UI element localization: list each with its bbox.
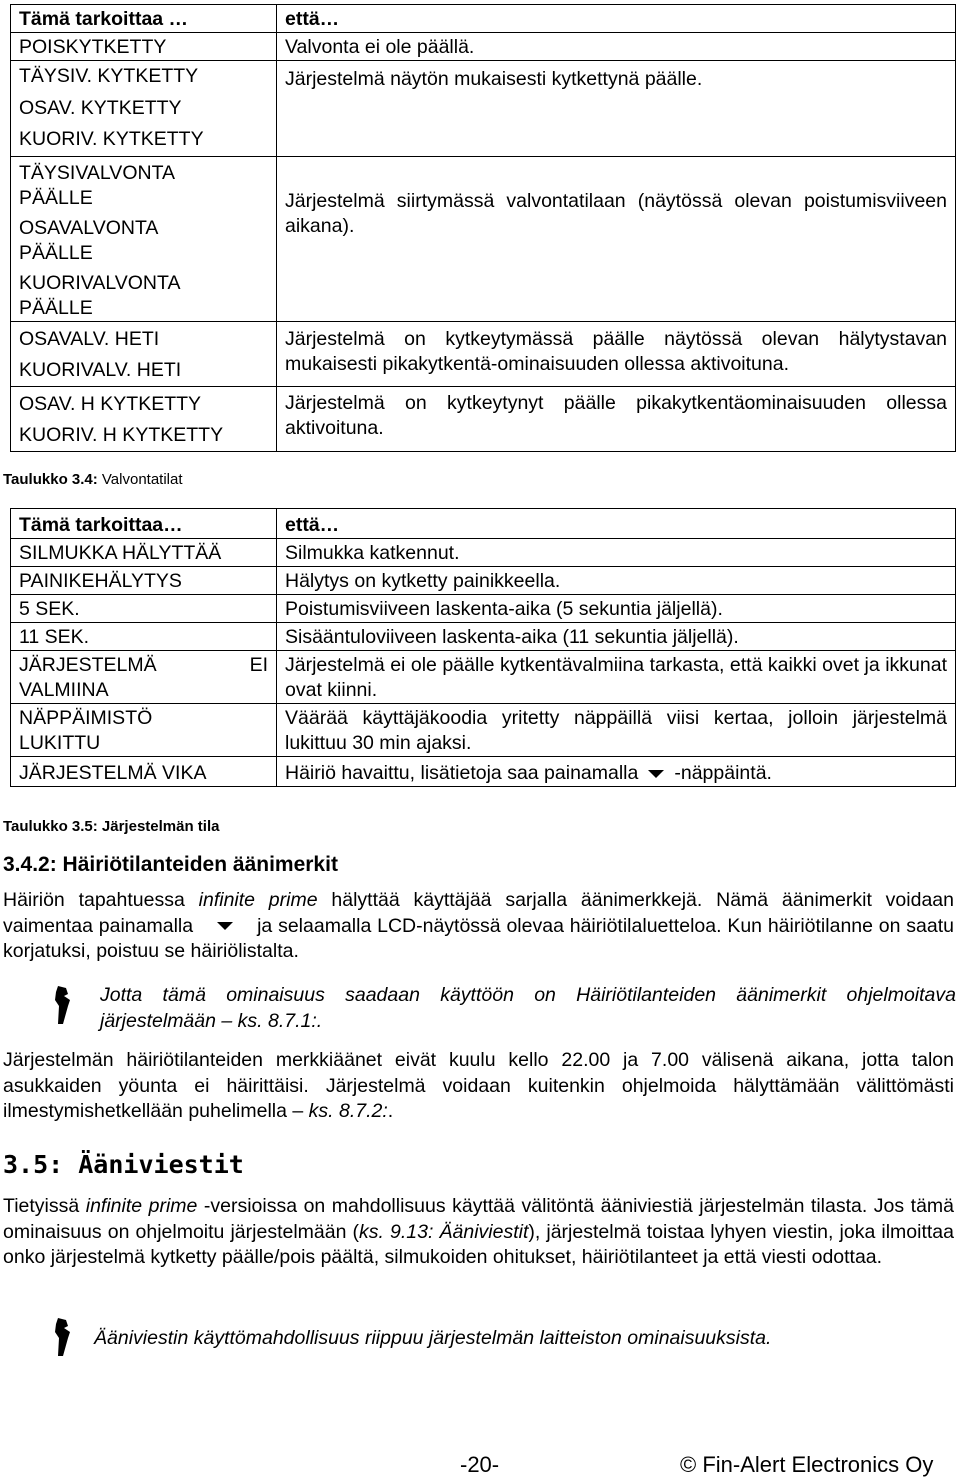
table-header-left: Tämä tarkoittaa…	[11, 509, 277, 539]
table-row	[11, 156, 956, 321]
table-row	[11, 595, 956, 623]
subsection-heading: 3.4.2: Häiriötilanteiden äänimerkit	[3, 853, 338, 876]
table-cell-line: OSAVALVONTA PÄÄLLE	[19, 216, 158, 264]
text: ja selaamalla LCD-näytössä olevaa häiriötilaluetteloa. Kun häiriötilanne on saatu korjatuksi, poistuu se häiriölistalta.	[3, 914, 954, 962]
table-cell-text: Järjestelmä on kytkeytynyt päälle pikakytkentäominaisuuden ollessa aktivoituna.	[285, 391, 947, 439]
table-cell-line: TÄYSIVALVONTA PÄÄLLE	[19, 161, 174, 209]
table-header-right: että…	[277, 509, 956, 539]
text: -versioissa on mahdollisuus käyttää välitöntä ääniviestiä järjestelmän tilasta. Jos tämä ominaisuus on ohjelmoitu järjestelmään (	[3, 1195, 954, 1243]
table-cell	[277, 321, 956, 386]
text: hälyttää käyttäjää sarjalla äänimerkkejä. Nämä äänimerkit voidaan vaimentaa painamalla	[3, 889, 954, 937]
table-cell: JÄRJESTELMÄ VIKA	[11, 757, 277, 787]
text: ), järjestelmä toistaa lyhyen viestin, joka ilmoittaa onko järjestelmä kytketty päälle/pois päältä, silmukoiden ohitukset, häiriötilanteet ja että viesti odottaa.	[3, 1220, 954, 1268]
table-header-row	[11, 509, 956, 539]
table-cell: Hälytys on kytketty painikkeella.	[277, 567, 956, 595]
table-cell: Poistumisviiveen laskenta-aika (5 sekuntia jäljellä).	[277, 595, 956, 623]
table-cell-line: OSAV. KYTKETTY	[19, 96, 182, 119]
table-cell-text: Järjestelmä ei ole päälle kytkentävalmiina tarkasta, että kaikki ovet ja ikkunat ovat kiinni.	[285, 654, 947, 701]
table-cell	[11, 61, 277, 157]
table-row	[11, 539, 956, 567]
text: Järjestelmän häiriötilanteiden merkkiäänet eivät kuulu kello 22.00 ja 7.00 välisenä aikana, jotta talon asukkaiden yöunta ei häirittäisi. Järjestelmä voidaan kuitenkin ohjelmoida hälyttämään välittömästi ilmestymishetkellään puhelimella –	[3, 1049, 954, 1122]
section-heading: 3.5: Ääniviestit	[3, 1150, 244, 1179]
table-cell	[277, 156, 956, 321]
table-cell: Sisääntuloviiveen laskenta-aika (11 sekuntia jäljellä).	[277, 623, 956, 651]
table-header-left: Tämä tarkoittaa …	[11, 5, 277, 33]
caption-label: Taulukko 3.4:	[3, 471, 98, 488]
paragraph	[3, 888, 954, 965]
table-cell: Valvonta ei ole päällä.	[277, 33, 956, 61]
table-row	[11, 386, 956, 451]
table-cell-line: KUORIV. KYTKETTY	[19, 128, 204, 150]
table-cell	[277, 757, 956, 787]
page-number: -20-	[460, 1452, 500, 1477]
table-cell	[11, 321, 277, 386]
product-name: infinite prime	[198, 889, 318, 911]
text: .	[387, 1100, 394, 1122]
table-cell: PAINIKEHÄLYTYS	[11, 567, 277, 595]
table-cell-text: Väärää käyttäjäkoodia yritetty näppäillä viisi kertaa, jolloin järjestelmä lukittuu 30 min ajaksi.	[285, 707, 947, 754]
reference: ks. 8.7.2:	[308, 1100, 388, 1122]
table-cell	[11, 704, 277, 757]
text: Häiriön tapahtuessa	[3, 889, 199, 911]
table-valvontatilat	[10, 4, 956, 452]
table-cell: SILMUKKA HÄLYTTÄÄ	[11, 539, 277, 567]
table-row	[11, 623, 956, 651]
hand-pointing-icon	[52, 984, 74, 1028]
paragraph	[3, 1048, 954, 1125]
table-row	[11, 651, 956, 704]
arrow-down-icon	[217, 922, 233, 930]
table-cell-text: -näppäintä.	[674, 762, 772, 784]
table-cell-text: Häiriö havaittu, lisätietoja saa painamalla	[285, 762, 639, 784]
table-row	[11, 704, 956, 757]
table-row	[11, 33, 956, 61]
table-cell	[277, 651, 956, 704]
table-cell-line: TÄYSIV. KYTKETTY	[19, 65, 199, 87]
hand-pointing-icon	[52, 1316, 74, 1360]
copyright: © Fin-Alert Electronics Oy	[680, 1452, 934, 1477]
table-cell-line: KUORIV. H KYTKETTY	[19, 423, 224, 446]
table-cell-text: Järjestelmä siirtymässä valvontatilaan (näytössä olevan poistumisviiveen aikana).	[285, 189, 947, 237]
text: Tietyissä	[3, 1195, 86, 1217]
table-caption	[3, 471, 183, 488]
table-cell: 11 SEK.	[11, 623, 277, 651]
table-row	[11, 61, 956, 157]
table-row	[11, 757, 956, 787]
table-cell-line: KUORIVALV. HETI	[19, 358, 182, 381]
table-row	[11, 567, 956, 595]
note-text: Jotta tämä ominaisuus saadaan käyttöön on Häiriötilanteiden äänimerkit ohjelmoitava järjestelmään – ks. 8.7.1:.	[100, 984, 956, 1032]
table-cell	[277, 704, 956, 757]
product-name: infinite prime	[85, 1195, 198, 1217]
table-cell-text: NÄPPÄIMISTÖ LUKITTU	[19, 707, 153, 754]
table-cell: POISKYTKETTY	[11, 33, 277, 61]
table-cell	[11, 156, 277, 321]
paragraph	[3, 1194, 954, 1271]
caption-text: Valvontatilat	[97, 471, 183, 488]
table-cell-line: OSAV. H KYTKETTY	[19, 392, 202, 415]
table-cell-line: KUORIVALVONTA PÄÄLLE	[19, 271, 180, 319]
table-cell-text: Järjestelmä on kytkeytymässä päälle näytössä olevan hälytystavan mukaisesti pikakytkentä-ominaisuuden ollessa aktivoituna.	[285, 327, 947, 375]
table-header-row	[11, 5, 956, 33]
table-cell: Järjestelmä näytön mukaisesti kytkettynä päälle.	[277, 61, 956, 157]
reference: ks. 9.13: Ääniviestit	[359, 1220, 529, 1243]
table-row	[11, 321, 956, 386]
table-cell	[277, 386, 956, 451]
table-caption: Taulukko 3.5: Järjestelmän tila	[3, 818, 220, 835]
table-cell: Silmukka katkennut.	[277, 539, 956, 567]
table-cell	[11, 386, 277, 451]
table-cell-text: JÄRJESTELMÄ EI VALMIINA	[19, 654, 268, 701]
arrow-down-icon	[648, 770, 664, 778]
table-header-right: että…	[277, 5, 956, 33]
table-cell	[11, 651, 277, 704]
table-jarjestelman-tila	[10, 508, 956, 787]
table-cell: 5 SEK.	[11, 595, 277, 623]
table-cell-line: OSAVALV. HETI	[19, 327, 160, 350]
note-text: Ääniviestin käyttömahdollisuus riippuu järjestelmän laitteiston ominaisuuksista.	[94, 1327, 772, 1349]
